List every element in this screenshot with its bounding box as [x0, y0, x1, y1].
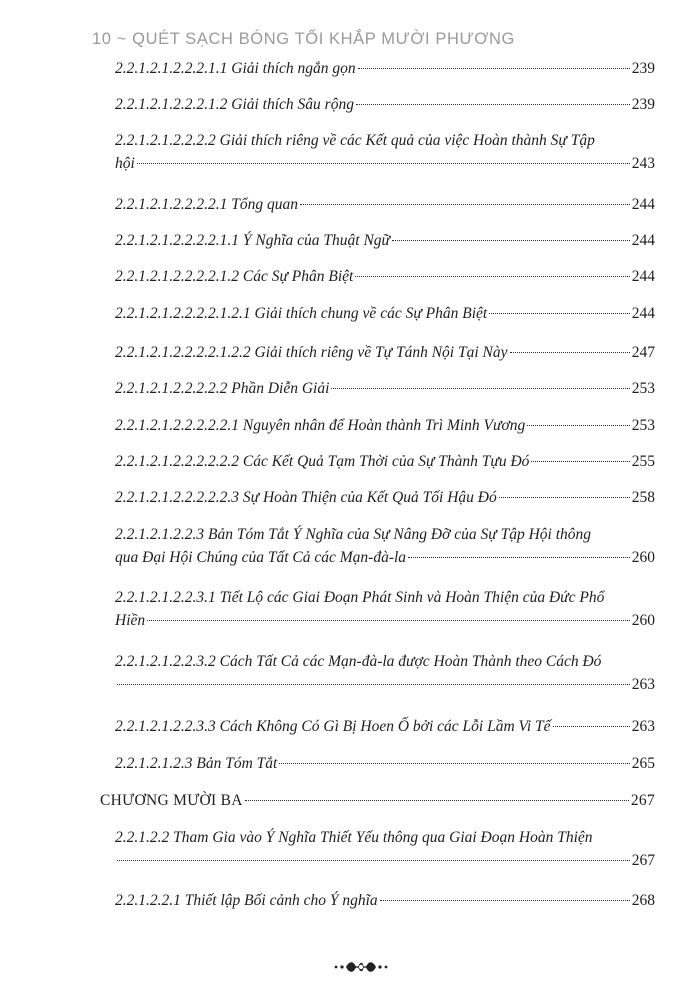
toc-entry-title: 2.2.1.2.2.1 Thiết lập Bối cảnh cho Ý nghĩa [115, 892, 378, 909]
toc-page-number: 244 [631, 305, 655, 322]
dot-leader [531, 460, 629, 462]
toc-entry[interactable] [115, 193, 655, 216]
toc-entry[interactable] [115, 377, 655, 400]
toc-page-number: 263 [631, 718, 655, 735]
toc-entry-title: 2.2.1.2.1.2.2.3.1 Tiết Lộ các Giai Đoạn Phát Sinh và Hoàn Thiện của Đức Phổ [115, 589, 605, 606]
toc-page-number: 267 [631, 852, 655, 869]
toc-chapter-entry[interactable] [100, 789, 655, 812]
dot-leader [147, 619, 630, 621]
dot-leader [117, 859, 630, 861]
toc-page-number: 268 [631, 892, 655, 909]
toc-entry[interactable] [115, 414, 655, 437]
toc-entry-title: 2.2.1.2.1.2.2.3 Bản Tóm Tắt Ý Nghĩa của Sự Nâng Đỡ của Sự Tập Hội thông [115, 526, 591, 543]
toc-entry-title: 2.2.1.2.1.2.2.2.2.2 Phần Diễn Giải [115, 380, 330, 397]
toc-entry-title-continued: Hiền [115, 612, 146, 629]
toc-entry-title: 2.2.1.2.1.2.2.3.2 Cách Tất Cả các Mạn-đà-la được Hoàn Thành theo Cách Đó [115, 653, 602, 670]
toc-page-number: 265 [631, 755, 655, 772]
dot-leader [356, 103, 630, 105]
toc-page-number: 244 [631, 268, 655, 285]
dot-leader [510, 351, 630, 353]
dot-leader [279, 762, 629, 764]
toc-page-number: 267 [630, 792, 655, 809]
dot-leader [499, 496, 630, 498]
toc-entry[interactable] [115, 302, 655, 325]
dot-leader [358, 67, 630, 69]
toc-entry-title: 2.2.1.2.1.2.2.2.2.1.1 Ý Nghĩa của Thuật Ngữ [115, 232, 390, 249]
toc-page-number: 260 [631, 549, 655, 566]
toc-entry-title: 2.2.1.2.1.2.2.2.1.2 Giải thích Sâu rộng [115, 96, 354, 113]
toc-entry[interactable] [115, 229, 655, 252]
dot-leader [489, 312, 630, 314]
dot-leader [553, 725, 630, 727]
running-header: 10 ~ QUÉT SẠCH BÓNG TỐI KHẮP MƯỜI PHƯƠNG [92, 30, 515, 48]
toc-entry-title: 2.2.1.2.1.2.2.2.1.1 Giải thích ngắn gọn [115, 60, 356, 77]
dot-leader [527, 424, 630, 426]
toc-entry[interactable] [115, 265, 655, 288]
toc-entry[interactable] [115, 450, 655, 473]
toc-page-number: 263 [631, 676, 655, 693]
toc-entry-title: 2.2.1.2.1.2.2.2.2.1.2.2 Giải thích riêng về Tự Tánh Nội Tại Này [115, 344, 508, 361]
toc-entry-title: 2.2.1.2.1.2.2.2.2.2.3 Sự Hoàn Thiện của Kết Quả Tối Hậu Đó [115, 489, 497, 506]
dot-leader [300, 203, 630, 205]
toc-entry[interactable] [115, 889, 655, 912]
dot-leader [392, 239, 630, 241]
toc-entry-title: 2.2.1.2.1.2.2.2.2.1.2.1 Giải thích chung về các Sự Phân Biệt [115, 305, 488, 322]
flourish-ornament-icon [333, 955, 389, 975]
toc-entry[interactable] [115, 486, 655, 509]
toc-entry-title: 2.2.1.2.1.2.2.2.2.2.2 Các Kết Quả Tạm Thời của Sự Thành Tựu Đó [115, 453, 530, 470]
dot-leader [380, 899, 630, 901]
toc-chapter-title: CHƯƠNG MƯỜI BA [100, 792, 243, 809]
toc-entry[interactable] [115, 523, 655, 569]
toc-page-number: 244 [631, 196, 655, 213]
toc-entry[interactable] [115, 129, 655, 175]
toc-entry-title-continued: hội [115, 155, 135, 172]
toc-entry[interactable] [115, 586, 655, 632]
toc-entry-title-continued: qua Đại Hội Chúng của Tất Cả các Mạn-đà-la [115, 549, 407, 566]
toc-entry-title: 2.2.1.2.1.2.3 Bản Tóm Tắt [115, 755, 278, 772]
toc-page-number: 239 [631, 60, 655, 77]
toc-entry-title: 2.2.1.2.1.2.2.2.2 Giải thích riêng về các Kết quả của việc Hoàn thành Sự Tập [115, 132, 595, 149]
toc-page-number: 253 [631, 380, 655, 397]
toc-entry[interactable] [115, 715, 655, 738]
toc-entry[interactable] [115, 826, 655, 872]
toc-entry-title: 2.2.1.2.1.2.2.3.3 Cách Không Có Gì Bị Hoen Ố bởi các Lỗi Lầm Vi Tế [115, 718, 551, 735]
toc-page-number: 239 [631, 96, 655, 113]
toc-page-number: 244 [631, 232, 655, 249]
dot-leader [245, 799, 629, 801]
toc-entry[interactable] [115, 650, 655, 696]
toc-page-number: 255 [631, 453, 655, 470]
toc-entry[interactable] [115, 752, 655, 775]
toc-page-number: 260 [631, 612, 655, 629]
toc-page-number: 247 [631, 344, 655, 361]
dot-leader [331, 387, 629, 389]
toc-entry[interactable] [115, 93, 655, 116]
toc-entry-title: 2.2.1.2.1.2.2.2.2.1 Tổng quan [115, 196, 298, 213]
toc-page-number: 243 [631, 155, 655, 172]
toc-entry-title: 2.2.1.2.2 Tham Gia vào Ý Nghĩa Thiết Yếu thông qua Giai Đoạn Hoàn Thiện [115, 829, 593, 846]
toc-page-number: 258 [631, 489, 655, 506]
dot-leader [137, 162, 630, 164]
toc-entry[interactable] [115, 57, 655, 80]
dot-leader [117, 683, 630, 685]
toc-page-number: 253 [631, 417, 655, 434]
toc-entry-title: 2.2.1.2.1.2.2.2.2.2.1 Nguyên nhân để Hoàn thành Trì Minh Vương [115, 417, 526, 434]
dot-leader [355, 275, 629, 277]
toc-entry-title: 2.2.1.2.1.2.2.2.2.1.2 Các Sự Phân Biệt [115, 268, 354, 285]
dot-leader [408, 556, 630, 558]
toc-entry[interactable] [115, 341, 655, 364]
